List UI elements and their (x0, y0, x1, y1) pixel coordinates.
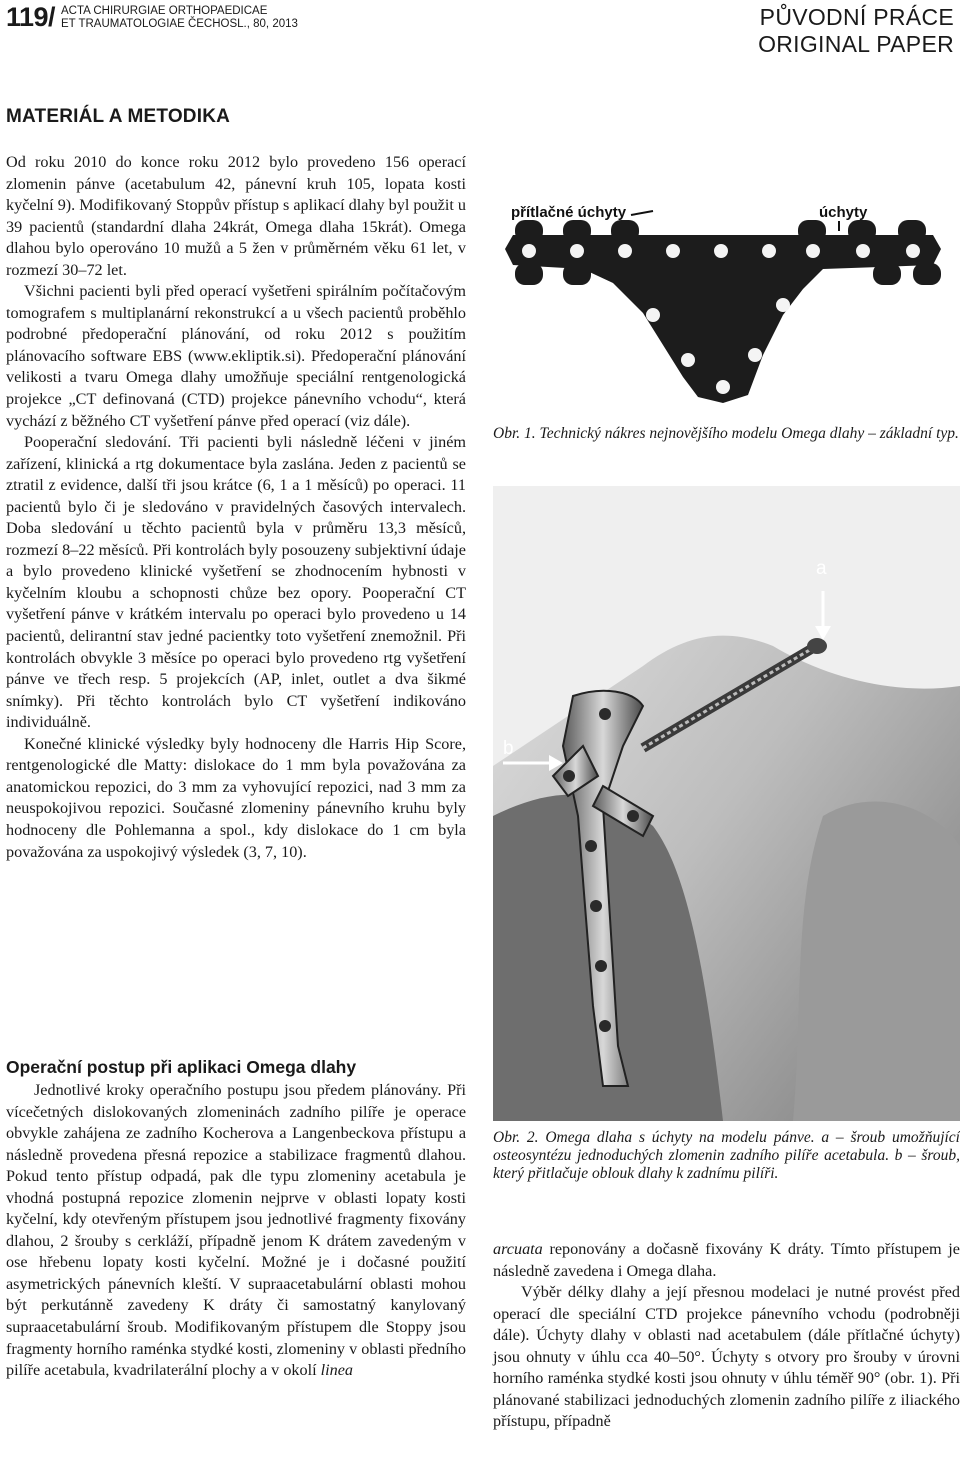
figure-1-caption: Obr. 1. Technický nákres nejnovějšího modelu Omega dlahy – základní typ. (493, 425, 959, 442)
plate-drawing (493, 165, 960, 410)
procedure-text-continued (493, 1239, 960, 1433)
label-b: b (503, 738, 514, 759)
figure-2-pelvis-photo (493, 486, 960, 1121)
pointer-line (631, 211, 653, 215)
methods-text (6, 152, 466, 863)
journal-name (61, 5, 298, 31)
journal-line-2: ET TRAUMATOLOGIAE ČECHOSL., 80, 2013 (61, 18, 298, 30)
section-title-methods: MATERIÁL A METODIKA (6, 106, 231, 127)
paragraph (493, 1239, 960, 1282)
paragraph: Od roku 2010 do konce roku 2012 bylo provedeno 156 operací zlomenin pánve (acetabulum 42, pánevní kruh 105, lopata kosti kyčelní 9). Modifikovaný Stoppův přístup s aplikací dlahy byl použit u 39 pacientů (standardní dlaha 24krát, Omega dlaha 15krát). Omega dlahou bylo operováno 10 mužů a 5 žen v průměrném věku 61 let, v rozmezí 30–72 let. (6, 153, 466, 279)
figure-1-plate-drawing (493, 165, 960, 410)
journal-line-1: ACTA CHIRURGIAE ORTHOPAEDICAE (61, 5, 268, 17)
italic-term: arcuata (493, 1240, 543, 1258)
page-number: 119/ (6, 2, 56, 32)
paragraph-body: Jednotlivé kroky operačního postupu jsou předem plánovány. Při vícečetných dislokovaných zlomeninách zadního pilíře je operace obvykle zahájena ze zadního Kocherova a Langenbeckova přístupu a následně provedena přesná repozice a stabilizace fragmentů dlahou. Pokud tento přístup odpadá, pak dle typu zlomeniny acetabula je vhodná postupná repozice zlomenin nejprve v oblasti lopaty kosti kyčelní, kdy otevřeným přístupem jsou jednotlivé fragmenty fixovány dlahou, 2 šrouby s cerkláží, případně jenom K drátem zavedeným v ose hřebenu lopaty kosti kyčelní. Možné je i dočasné použití asymetrických pánevních kleští. V supraacetabulární oblasti mohou být perkutánně zavedeny K dráty či samostatný kanylovaný supraacetabulární šroub. Modifikovaným přístupem dle Stoppy jsou fragmenty horního raménka stydké kosti, zlomeniny v oblasti předního pilíře acetabula, kvadrilaterální plochy a v okolí (6, 1081, 466, 1380)
article-type-cz: PŮVODNÍ PRÁCE (759, 4, 954, 30)
paragraph: Konečné klinické výsledky byly hodnoceny dle Harris Hip Score, rentgenologické dle Matty: dislokace do 1 mm byla považována za anatomickou repozici, do 3 mm za vyhovující repozici, nad 3 mm za neuspokojivou repozici. Současné zlomeniny pánevního kruhu byly hodnoceny dle Pohlemanna a spol., kdy dislokace do 1 cm byla považována za uspokojivý výsledek (3, 7, 10). (6, 734, 466, 861)
procedure-text (6, 1080, 466, 1382)
pelvis-photo (493, 486, 960, 1121)
label-a: a (816, 558, 827, 579)
article-type (758, 4, 954, 58)
article-type-en: ORIGINAL PAPER (758, 31, 954, 57)
paragraph: Pooperační sledování. Tři pacienti byli následně léčeni v jiném zařízení, klinická a rtg dokumentace byla zaslána. Jeden z pacientů se ztratil z evidence, další tři jsou krátce (6, 1 a 1 měsíců) po operaci. 11 pacientů bylo či je sledováno v pravidelných časových intervalech. Doba sledování u těchto pacientů byla v průměru 13,3 měsíců, rozmezí 8–22 měsíců. Při kontrolách byly posouzeny subjektivní údaje a bylo provedeno klinické vyšetření se zhodnocením hybnosti v kyčelním kloubu a schopnosti chůze bez opory. Pooperační CT vyšetření pánve v krátkém intervalu po operaci bylo provedeno u 14 pacientů, delirantní stav jedné pacientky toto vyšetření znemožnil. Při kontrolách obvykle 3 měsíce po operaci bylo provedeno rtg vyšetření pánve ve třech resp. 5 projekcích (AP, inlet, outlet a dva šikmé snímky). Při těchto kontrolách bylo CT vyšetření indikováno individuálně. (6, 433, 466, 732)
italic-term: linea (320, 1361, 354, 1380)
paragraph: Všichni pacienti byli před operací vyšetřeni spirálním počítačovým tomografem s multiplanární rekonstrukcí a u všech pacientů proběhlo podrobné předoperační plánování, od roku 2012 s použitím plánovacího software EBS (www.ekliptik.si). Předoperační plánování velikosti a tvaru Omega dlahy umožňuje speciální rentgenologická projekce „CT definovaná (CTD) projekce pánevního vchodu“, která vychází z běžného CT vyšetření pánve před operací (viz dále). (6, 282, 466, 430)
paragraph: Výběr délky dlahy a její přesnou modelaci je nutné provést před operací dle speciální CTD projekce pánevního vchodu (podrobněji dále). Úchyty dlahy v oblasti nad acetabulem (dále přítlačné úchyty) jsou ohnuty v úhlu cca 40–50°. Úchyty s otvory pro šrouby v úrovni horního raménka stydké kosti jsou ohnuty v úhlu téměř 90° (obr. 1). Při plánované stabilizaci jednoduchých zlomenin zadního pilíře z iliackého přístupu, případně (493, 1283, 960, 1431)
paragraph-body: reponovány a dočasně fixovány K dráty. Tímto přístupem je následně zavedena i Omega dlaha. (493, 1240, 960, 1280)
paragraph (6, 1080, 466, 1382)
figure-2-caption: Obr. 2. Omega dlaha s úchyty na modelu pánve. a – šroub umožňující osteosyntézu jednoduchých zlomenin zadního pilíře acetabula. b – šroub, který přitlačuje oblouk dlahy k zadnímu pilíři. (493, 1129, 960, 1182)
section-title-procedure: Operační postup při aplikaci Omega dlahy (6, 1057, 357, 1077)
label-pressure-tabs: přítlačné úchyty (511, 204, 627, 221)
label-tabs: úchyty (819, 204, 868, 221)
